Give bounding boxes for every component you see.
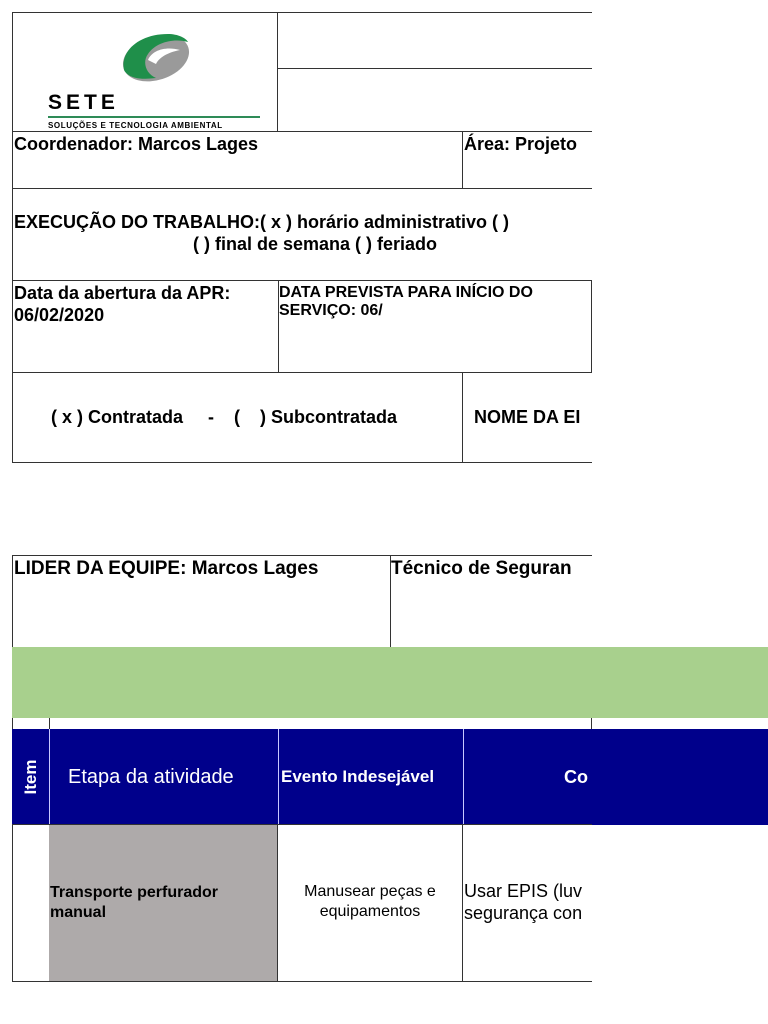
company-name-cell — [462, 372, 592, 463]
area-label: Área: Projeto — [464, 134, 578, 154]
row-step-line-2: manual — [50, 904, 107, 921]
table-header-item — [12, 729, 49, 825]
leader-label: LIDER DA EQUIPE: Marcos Lages — [14, 558, 319, 579]
table-row-event-cell — [278, 824, 463, 982]
company-logo — [12, 12, 278, 132]
row-control-line-2: segurança con — [464, 903, 583, 923]
sete-logo-mark-icon — [116, 30, 192, 86]
coordinator-cell — [12, 131, 463, 189]
header-event-label: Evento Indesejável — [281, 767, 435, 786]
band-spacer-row — [12, 718, 592, 729]
title-cell-bottom — [278, 68, 592, 132]
logo-name: SETE — [48, 91, 119, 114]
band-spacer-divider — [49, 718, 50, 729]
contract-options: ( x ) Contratada - ( ) Subcontratada — [51, 407, 398, 427]
header-step-label: Etapa da atividade — [68, 766, 234, 788]
area-cell — [462, 131, 592, 189]
planned-date-line-1: DATA PREVISTA PARA INÍCIO DO — [279, 284, 533, 301]
execution-line-1: EXECUÇÃO DO TRABALHO:( x ) horário administrativo ( ) — [14, 212, 510, 232]
header-item-label: Item — [20, 759, 40, 795]
opening-date-value: 06/02/2020 — [14, 305, 105, 325]
table-header-control — [463, 729, 768, 825]
safety-tech-label: Técnico de Seguran — [391, 558, 572, 579]
table-row-item-cell — [12, 824, 50, 982]
header-control-label: Co — [564, 767, 588, 787]
safety-tech-cell — [390, 555, 592, 648]
coordinator-label: Coordenador: Marcos Lages — [14, 134, 259, 154]
row-step-line-1: Transporte perfurador — [50, 884, 219, 901]
row-event-line-1: Manusear peças e — [304, 883, 436, 900]
opening-date-cell — [12, 280, 279, 373]
company-name-label: NOME DA EI — [474, 407, 581, 427]
logo-tagline: SOLUÇÕES E TECNOLOGIA AMBIENTAL — [48, 121, 223, 130]
section-band — [12, 647, 768, 718]
title-cell-top — [278, 12, 592, 69]
logo-underline — [48, 116, 260, 118]
table-row-step-cell — [49, 824, 278, 982]
opening-date-label: Data da abertura da APR: — [14, 283, 231, 303]
table-header-step — [49, 729, 279, 825]
leader-cell — [12, 555, 391, 648]
table-header-event — [278, 729, 464, 825]
row-event-line-2: equipamentos — [319, 903, 421, 920]
contract-cell — [12, 372, 463, 463]
row-control-line-1: Usar EPIS (luv — [464, 881, 583, 901]
planned-date-cell — [278, 280, 592, 373]
table-row-control-cell — [463, 824, 592, 982]
planned-date-line-2: SERVIÇO: 06/ — [279, 302, 383, 319]
execution-line-2: ( ) final de semana ( ) feriado — [193, 234, 438, 254]
execution-cell — [12, 188, 592, 281]
